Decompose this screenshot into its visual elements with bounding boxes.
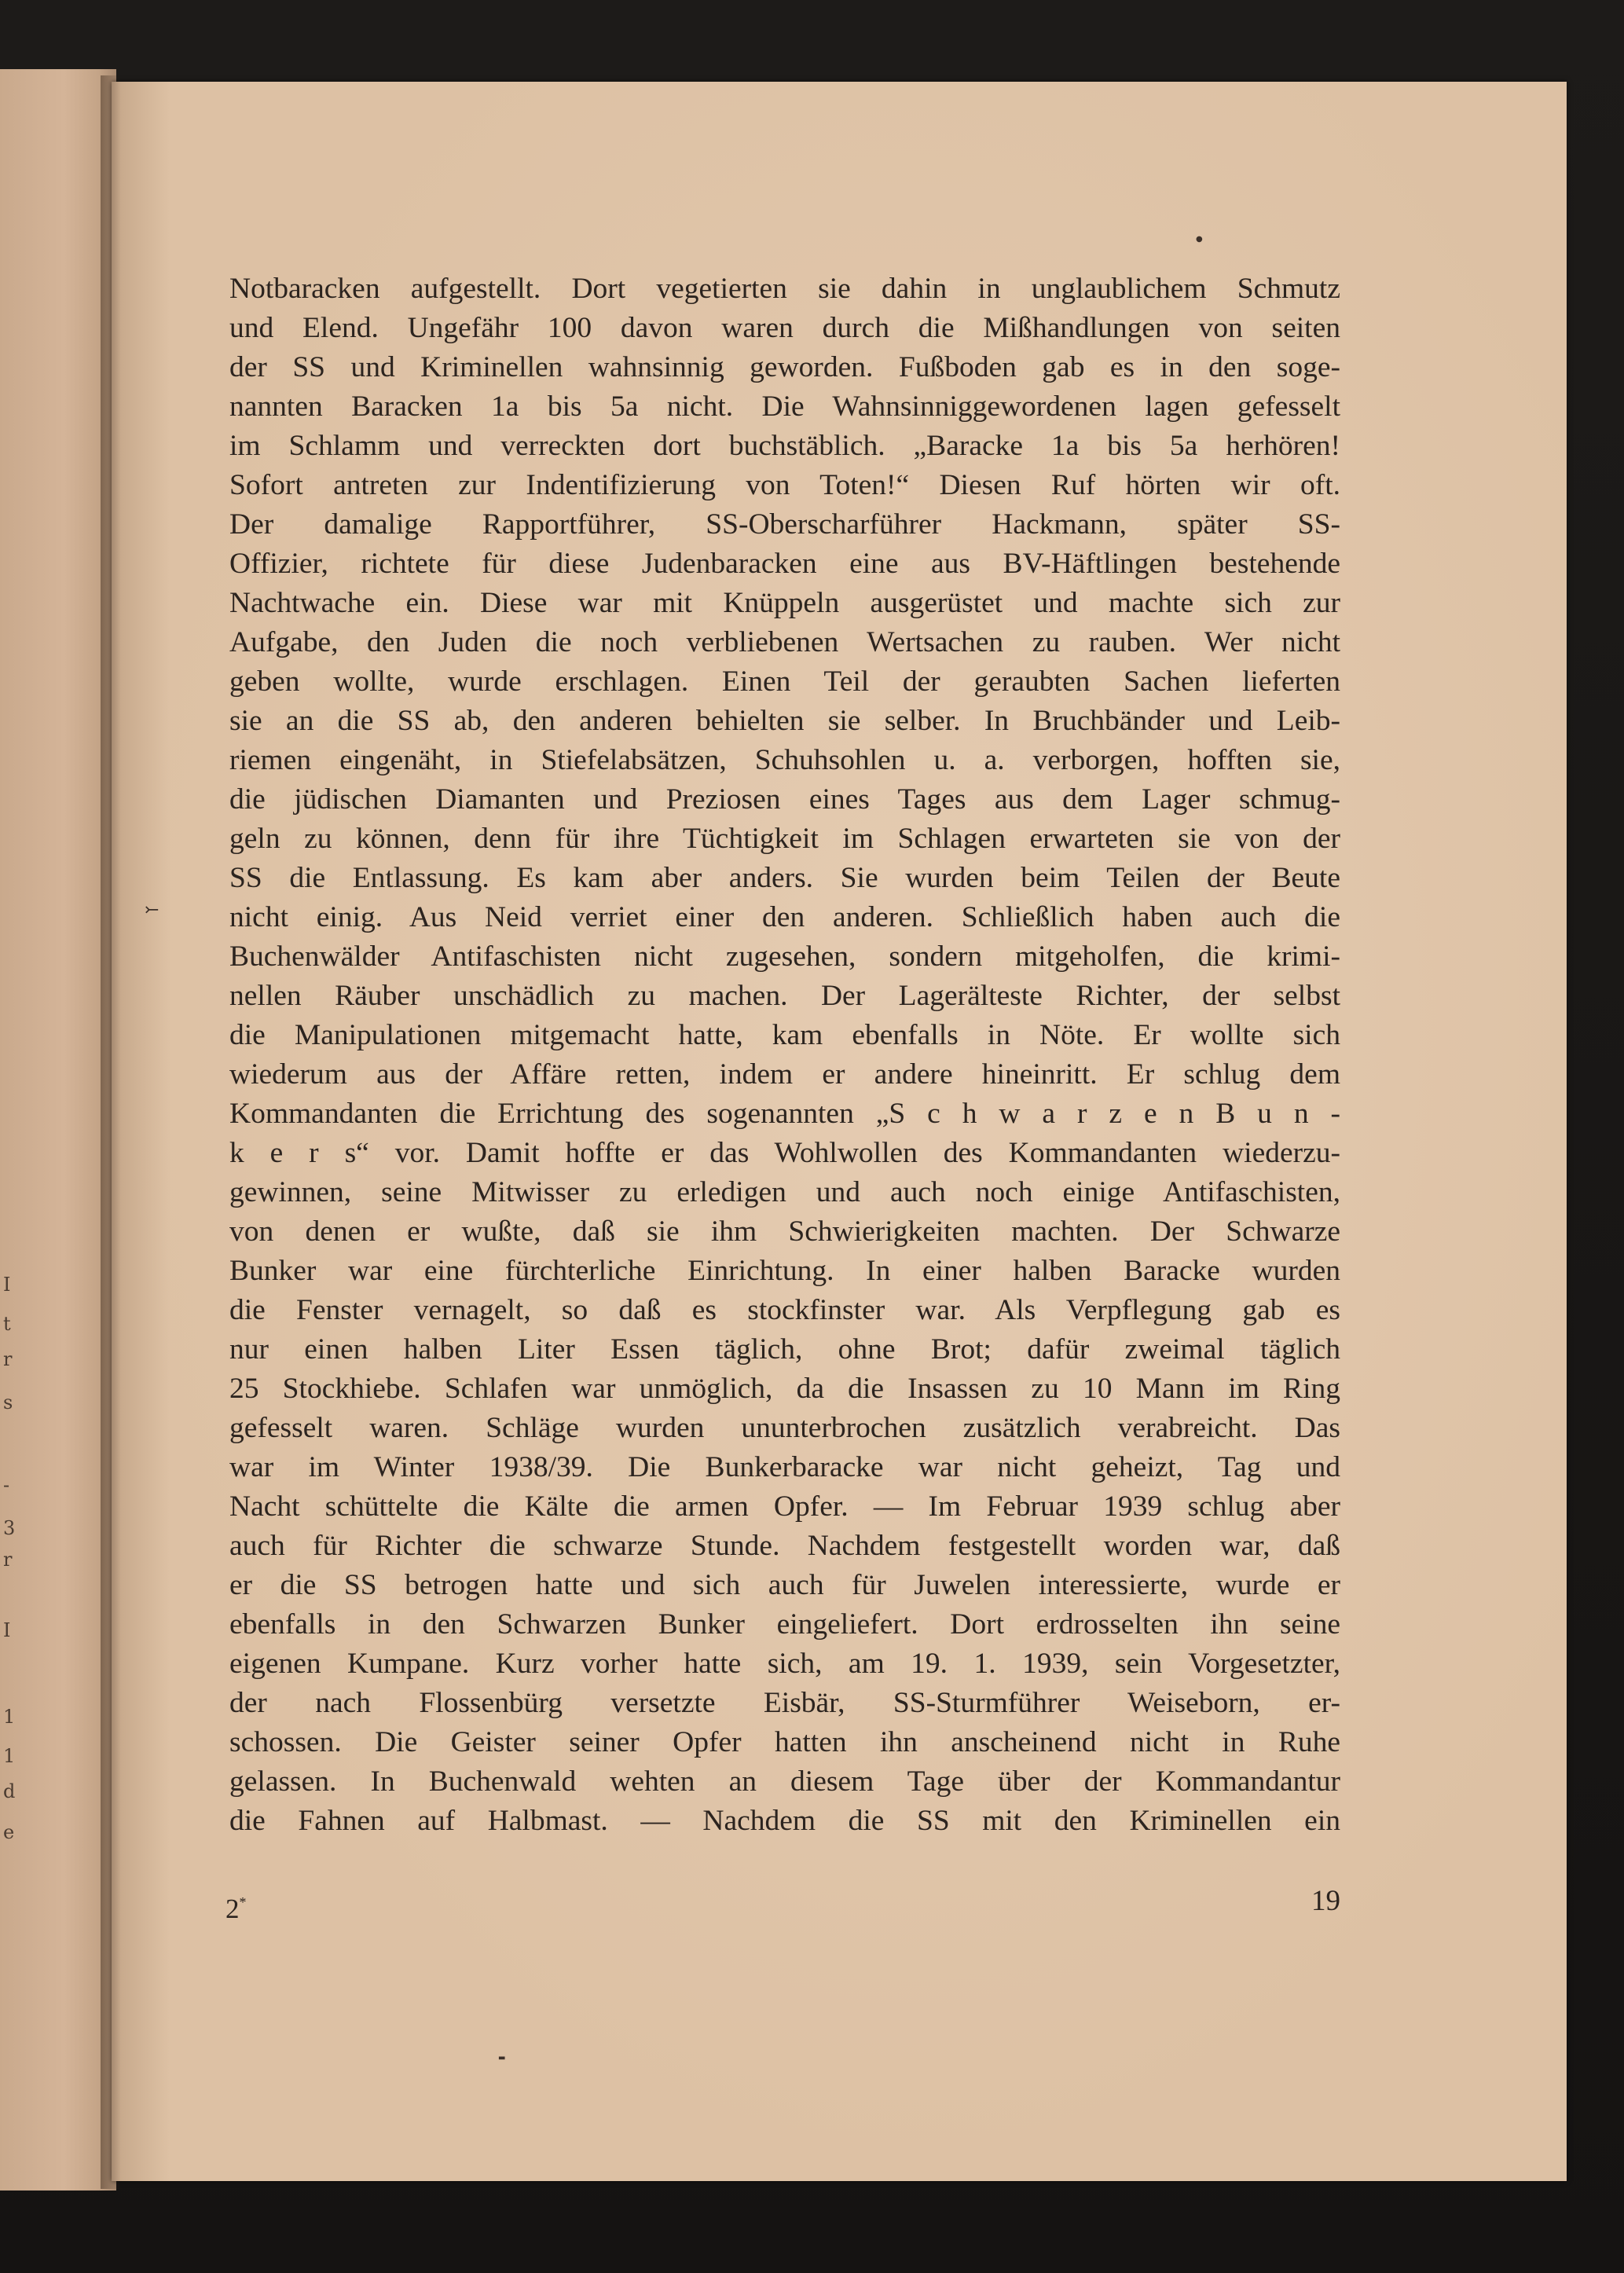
text-line: gelassen. In Buchenwald wehten an diesem Tage über der Kommandantur	[229, 1765, 1340, 1798]
signature-number: 2	[225, 1894, 240, 1924]
page-gutter-shadow	[101, 75, 121, 2189]
text-line: Buchenwälder Antifaschisten nicht zugesehen, sondern mitgeholfen, die krimi-	[229, 940, 1340, 973]
text-line: ebenfalls in den Schwarzen Bunker eingeliefert. Dort erdrosselten ihn seine	[229, 1608, 1340, 1641]
text-line: Bunker war eine fürchterliche Einrichtung. In einer halben Baracke wurden	[229, 1255, 1340, 1287]
left-fragment: 3	[3, 1517, 16, 1539]
left-fragment: e	[3, 1821, 15, 1843]
text-line: 25 Stockhiebe. Schlafen war unmöglich, da die Insassen zu 10 Mann im Ring	[229, 1373, 1340, 1405]
text-line: SS die Entlassung. Es kam aber anders. Sie wurden beim Teilen der Beute	[229, 862, 1340, 894]
left-fragment: I	[3, 1274, 11, 1296]
text-line: schossen. Die Geister seiner Opfer hatten ihn anscheinend nicht in Ruhe	[229, 1726, 1340, 1758]
text-line: nicht einig. Aus Neid verriet einer den anderen. Schließlich haben auch die	[229, 901, 1340, 933]
left-page-edge	[0, 69, 116, 2191]
margin-mark-icon: ⤚	[145, 900, 159, 920]
text-line: der nach Flossenbürg versetzte Eisbär, SS-Sturmführer Weiseborn, er-	[229, 1687, 1340, 1719]
text-line: riemen eingenäht, in Stiefelabsätzen, Schuhsohlen u. a. verborgen, hofften sie,	[229, 744, 1340, 776]
text-line: geln zu können, denn für ihre Tüchtigkeit im Schlagen erwarteten sie von der	[229, 823, 1340, 855]
text-line: wiederum aus der Affäre retten, indem er andere hineinritt. Er schlug dem	[229, 1058, 1340, 1091]
text-line: nur einen halben Liter Essen täglich, ohne Brot; dafür zweimal täglich	[229, 1333, 1340, 1366]
left-fragment: I	[3, 1619, 11, 1641]
text-line: geben wollte, wurde erschlagen. Einen Teil der geraubten Sachen lieferten	[229, 665, 1340, 698]
text-line: gefesselt waren. Schläge wurden ununterbrochen zusätzlich verabreicht. Das	[229, 1412, 1340, 1444]
left-fragment: 1	[3, 1745, 16, 1767]
text-line: der SS und Kriminellen wahnsinnig geworden. Fußboden gab es in den soge-	[229, 351, 1340, 383]
text-line: Notbaracken aufgestellt. Dort vegetierten sie dahin in unglaublichem Schmutz	[229, 273, 1340, 305]
text-line: die jüdischen Diamanten und Preziosen eines Tages aus dem Lager schmug-	[229, 783, 1340, 816]
signature-asterisk: *	[239, 1894, 247, 1910]
text-line: k e r s“ vor. Damit hoffte er das Wohlwollen des Kommandanten wiederzu-	[229, 1137, 1340, 1169]
speck-icon: ▬	[498, 2054, 506, 2062]
text-line: Der damalige Rapportführer, SS-Oberscharführer Hackmann, später SS-	[229, 508, 1340, 541]
text-line: auch für Richter die schwarze Stunde. Nachdem festgestellt worden war, daß	[229, 1530, 1340, 1562]
text-line: Sofort antreten zur Indentifizierung von Toten!“ Diesen Ruf hörten wir oft.	[229, 469, 1340, 501]
text-line: gewinnen, seine Mitwisser zu erledigen und auch noch einige Antifaschisten,	[229, 1176, 1340, 1208]
left-fragment: d	[3, 1780, 16, 1802]
text-line: sie an die SS ab, den anderen behielten sie selber. In Bruchbänder und Leib-	[229, 705, 1340, 737]
text-line: die Manipulationen mitgemacht hatte, kam ebenfalls in Nöte. Er wollte sich	[229, 1019, 1340, 1051]
left-fragment: r	[3, 1348, 13, 1370]
text-line: im Schlamm und verreckten dort buchstäblich. „Baracke 1a bis 5a herhören!	[229, 430, 1340, 462]
page-number: 19	[1311, 1885, 1340, 1917]
text-line: von denen er wußte, daß sie ihm Schwierigkeiten machten. Der Schwarze	[229, 1215, 1340, 1248]
left-fragment: -	[3, 1474, 10, 1496]
text-line: er die SS betrogen hatte und sich auch für Juwelen interessierte, wurde er	[229, 1569, 1340, 1601]
left-fragment: s	[3, 1391, 13, 1413]
text-line: die Fenster vernagelt, so daß es stockfinster war. Als Verpflegung gab es	[229, 1294, 1340, 1326]
text-line: Nacht schüttelte die Kälte die armen Opfer. — Im Februar 1939 schlug aber	[229, 1490, 1340, 1523]
left-fragment: 1	[3, 1706, 16, 1728]
text-line: war im Winter 1938/39. Die Bunkerbaracke war nicht geheizt, Tag und	[229, 1451, 1340, 1483]
text-line: Kommandanten die Errichtung des sogenannten „S c h w a r z e n B u n -	[229, 1098, 1340, 1130]
left-fragment: r	[3, 1549, 13, 1571]
signature-mark	[225, 1886, 247, 1925]
text-line: Offizier, richtete für diese Judenbaracken eine aus BV-Häftlingen bestehende	[229, 548, 1340, 580]
text-line: Nachtwache ein. Diese war mit Knüppeln ausgerüstet und machte sich zur	[229, 587, 1340, 619]
text-line: nellen Räuber unschädlich zu machen. Der Lagerälteste Richter, der selbst	[229, 980, 1340, 1012]
text-line: nannten Baracken 1a bis 5a nicht. Die Wahnsinniggewordenen lagen gefesselt	[229, 390, 1340, 423]
text-line: eigenen Kumpane. Kurz vorher hatte sich, am 19. 1. 1939, sein Vorgesetzter,	[229, 1648, 1340, 1680]
text-line: die Fahnen auf Halbmast. — Nachdem die SS mit den Kriminellen ein	[229, 1805, 1340, 1837]
text-line: Aufgabe, den Juden die noch verbliebenen Wertsachen zu rauben. Wer nicht	[229, 626, 1340, 658]
body-text	[229, 269, 1340, 1841]
text-line: und Elend. Ungefähr 100 davon waren durch die Mißhandlungen von seiten	[229, 312, 1340, 344]
left-fragment: t	[3, 1313, 11, 1335]
speck-icon: ●	[1196, 235, 1203, 244]
